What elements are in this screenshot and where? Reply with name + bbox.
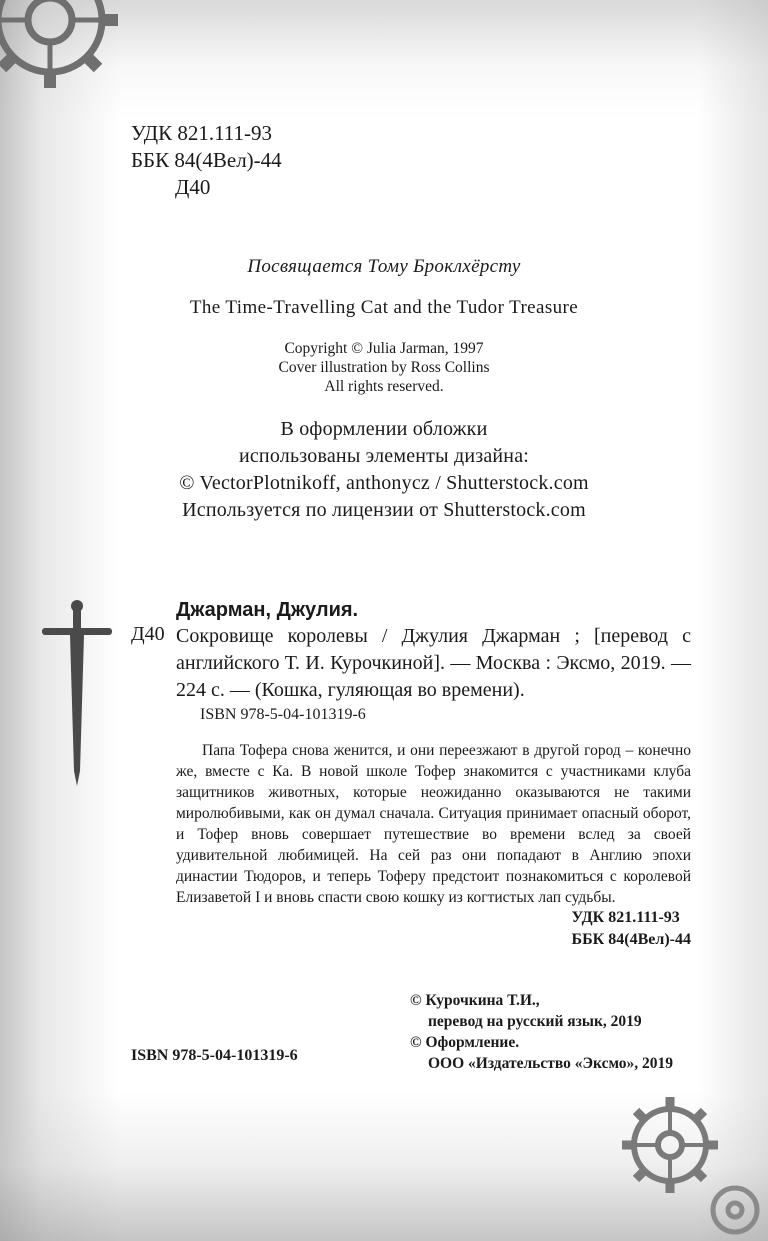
gear-icon xyxy=(610,1085,768,1241)
original-title: The Time-Travelling Cat and the Tudor Treasure xyxy=(189,297,579,318)
classification-codes xyxy=(131,120,282,201)
copyright-block xyxy=(0,339,768,396)
isbn: ISBN 978-5-04-101319-6 xyxy=(200,706,366,723)
dedication: Посвящается Тому Броклхёрсту xyxy=(247,256,521,277)
sword-icon xyxy=(40,596,120,796)
udk-code: УДК 821.111-93 xyxy=(131,121,273,145)
design-credits xyxy=(0,416,768,524)
grunge-frame-right xyxy=(698,0,768,1241)
rights-reserved: All rights reserved. xyxy=(324,378,444,395)
copyright-line: Copyright © Julia Jarman, 1997 xyxy=(284,340,484,357)
author-heading: Джарман, Джулия. xyxy=(176,599,359,621)
design-line: © VectorPlotnikoff, anthonycz / Shutterstock.com xyxy=(179,472,589,494)
design-copyright: © Оформление. xyxy=(410,1034,520,1051)
classification-codes-bottom xyxy=(572,907,692,951)
design-line: В оформлении обложки xyxy=(280,418,488,440)
design-line: использованы элементы дизайна: xyxy=(238,445,530,467)
bibliography-code: Д40 xyxy=(131,623,165,645)
isbn-bottom: ISBN 978-5-04-101319-6 xyxy=(131,1047,298,1064)
bbk-code: ББК 84(4Вел)-44 xyxy=(131,148,282,172)
gear-icon xyxy=(0,0,140,110)
author-sign: Д40 xyxy=(175,175,211,199)
udk-code: УДК 821.111-93 xyxy=(571,909,680,926)
design-line: Используется по лицензии от Shutterstock.com xyxy=(182,499,586,521)
publisher-block xyxy=(410,990,673,1074)
bbk-code: ББК 84(4Вел)-44 xyxy=(571,931,691,948)
bibliographic-entry: Сокровище королевы / Джулия Джарман ; [перевод с английского Т. И. Курочкиной]. — Москва : Эксмо, 2019. — 224 с. — (Кошка, гуляющая во времени). xyxy=(176,625,691,701)
translator-copyright: © Курочкина Т.И., xyxy=(410,992,540,1009)
translation-note: перевод на русский язык, 2019 xyxy=(428,1013,642,1030)
publisher-name: ООО «Издательство «Эксмо», 2019 xyxy=(428,1055,674,1072)
annotation: Папа Тофера снова женится, и они переезжают в другой город – конечно же, вместе с Ка. В новой школе Тофер знакомится с участниками клуба защитников животных, которые неожиданно оказываются не такими миролюбивыми, как он думал сначала. Ситуация принимает опасный оборот, и Тофер вновь совершает путешествие во времени вслед за своей удивительной любимицей. На сей раз они попадают в Англию эпохи династии Тюдоров, и теперь Тоферу предстоит познакомиться с королевой Елизаветой I и вновь спасти свою кошку из когтистых лап судьбы. xyxy=(176,742,691,906)
illustration-credit: Cover illustration by Ross Collins xyxy=(278,359,490,376)
